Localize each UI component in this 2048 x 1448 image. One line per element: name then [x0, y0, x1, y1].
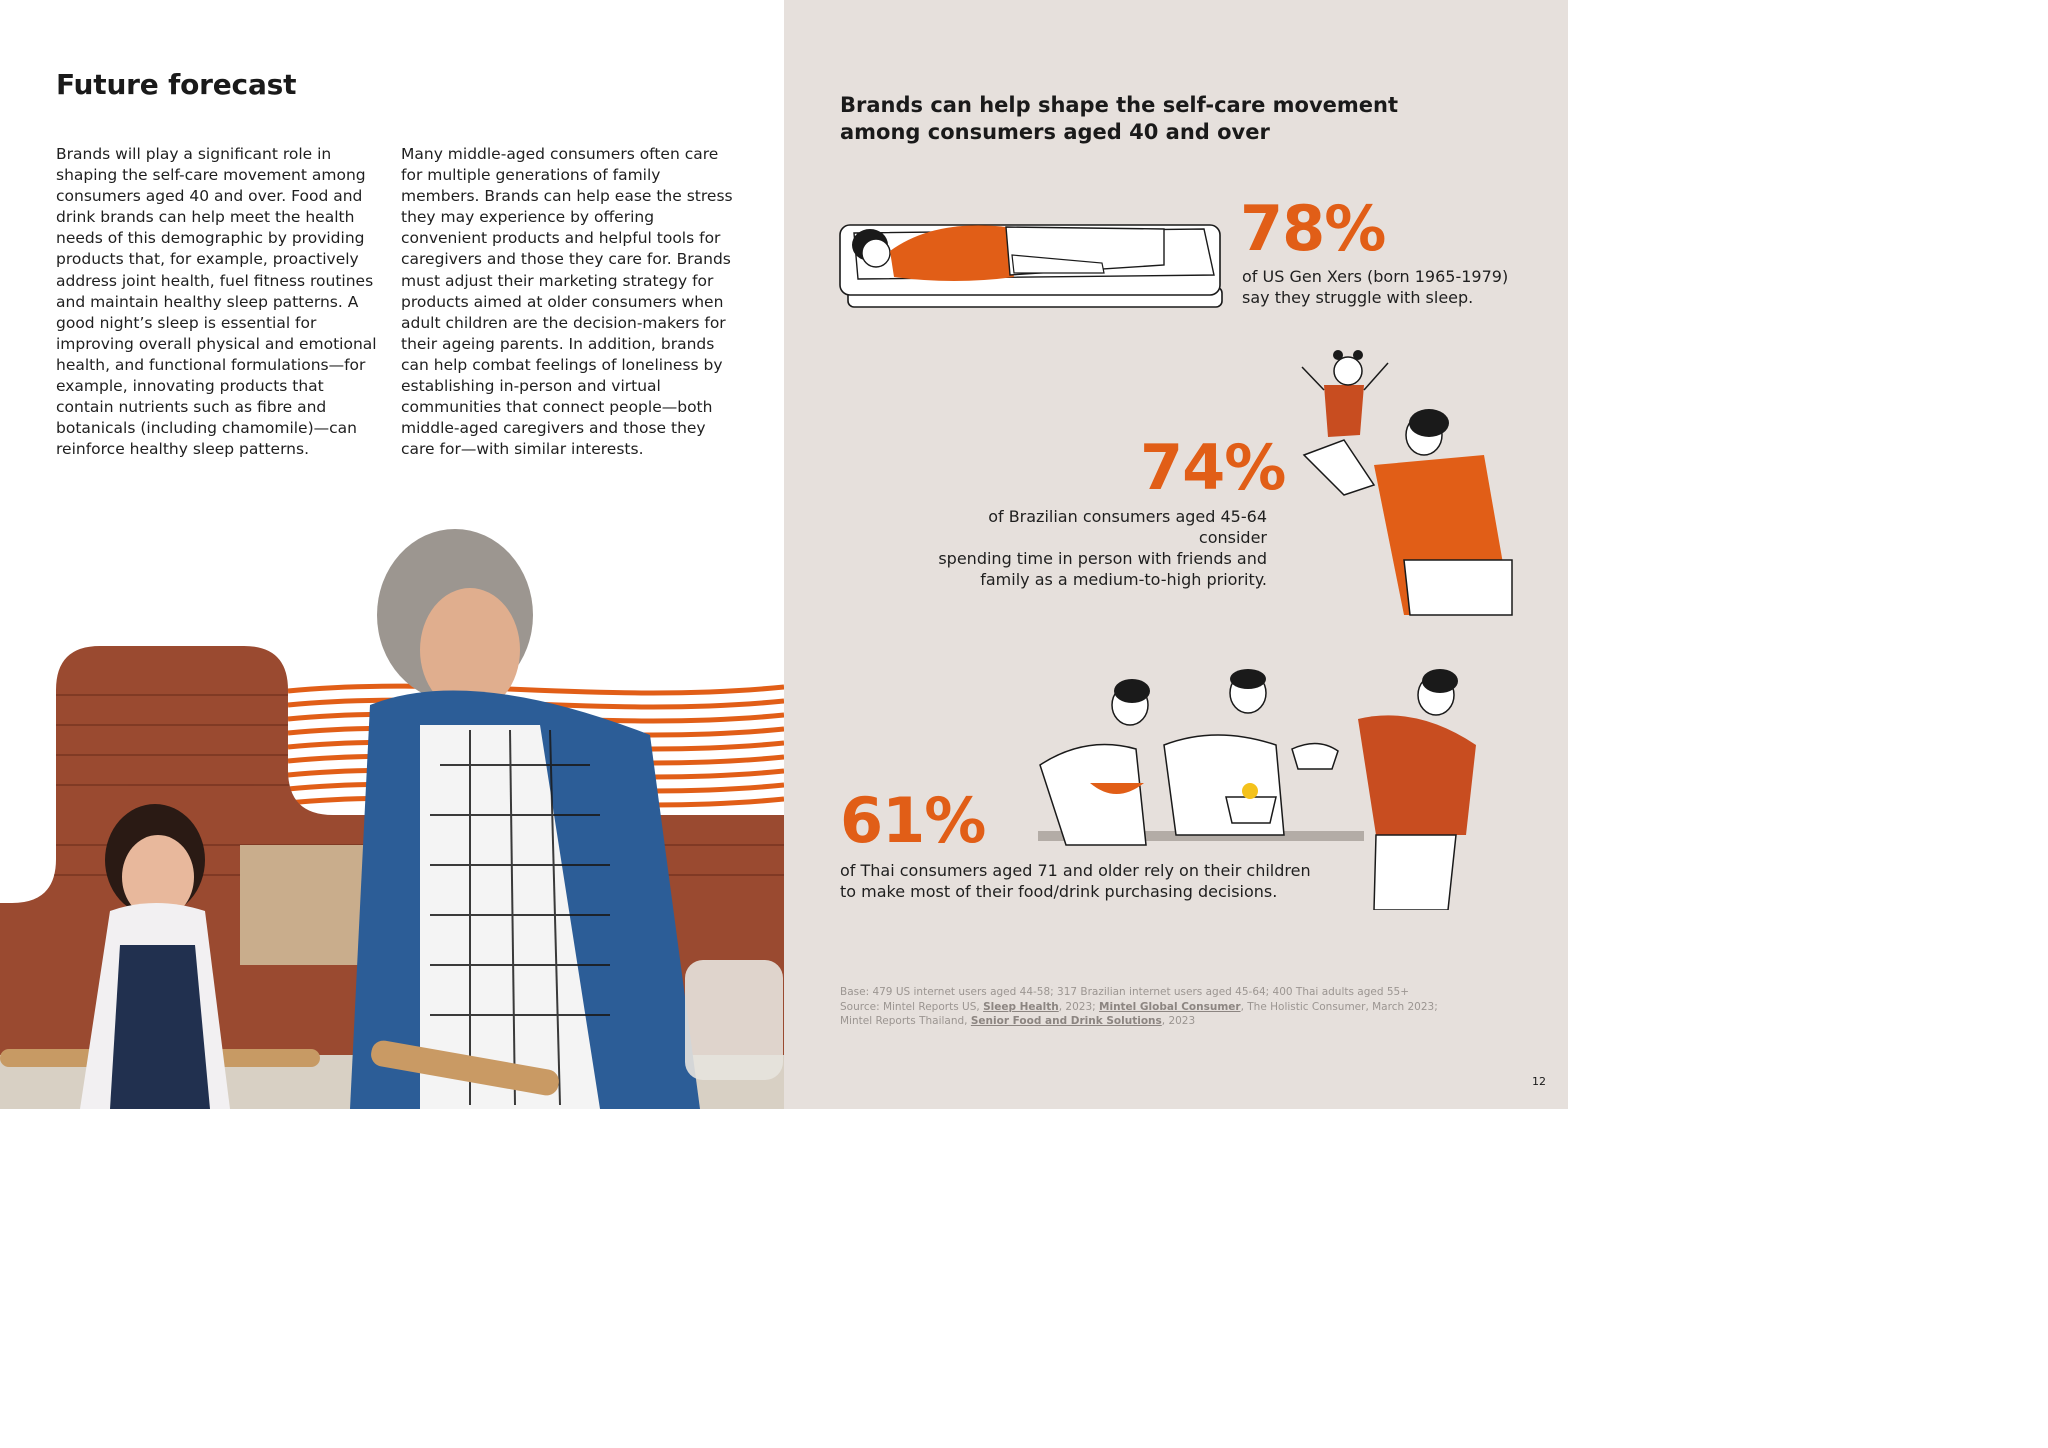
- body-paragraph-2: Many middle-aged consumers often care for multiple generations of family members. Brands can help ease the stress they may experience by offering convenient products and helpful tools for caregivers and those they care for. Brands must adjust their marketing strategy for products aimed at older consumers when adult children are the decision-makers for their ageing parents. In addition, brands can help combat feelings of loneliness by establishing in-person and virtual communities that connect people—both middle-aged caregivers and those they care for—with similar interests.: [401, 145, 733, 459]
- footnote-line3-prefix: Mintel Reports Thailand,: [840, 1015, 968, 1028]
- stat-78-line-1: of US Gen Xers (born 1965-1979): [1242, 267, 1509, 286]
- page-number: 12: [1532, 1075, 1546, 1088]
- link-mintel-global-consumer[interactable]: Mintel Global Consumer: [1099, 1000, 1241, 1013]
- footnote-base: Base: 479 US internet users aged 44-58; 317 Brazilian internet users aged 45-64; 400 Thai adults aged 55+: [840, 986, 1410, 998]
- stat-74-line-2: spending time in person with friends and: [938, 549, 1267, 568]
- left-page: [0, 0, 784, 1109]
- stat-74-caption: [924, 506, 1267, 590]
- footnote-after-link1: , 2023;: [1058, 1000, 1096, 1013]
- headline-line-1: Brands can help shape the self-care movement: [840, 93, 1398, 117]
- source-footnote: [840, 985, 1440, 1029]
- right-page: [784, 0, 1568, 1109]
- footnote-after-link3: , 2023: [1161, 1015, 1196, 1028]
- stat-74-value: 74%: [1140, 431, 1286, 504]
- parent-lifting-child-illustration: [1284, 345, 1524, 620]
- stat-78-value: 78%: [1240, 192, 1386, 265]
- grandmother-figure: [350, 529, 700, 1109]
- page-title: Future forecast: [56, 68, 297, 101]
- stat-74-line-1: of Brazilian consumers aged 45-64 consider: [988, 507, 1267, 547]
- infographic-headline: [840, 92, 1398, 146]
- baking-photo: [0, 515, 784, 1109]
- headline-line-2: among consumers aged 40 and over: [840, 120, 1270, 144]
- flour-jar: [685, 960, 783, 1080]
- body-paragraph-1: Brands will play a significant role in shaping the self-care movement among consumers aged 40 and over. Food and drink brands can help meet the health needs of this demographic by providing products that, for example, proactively address joint health, fuel fitness routines and maintain healthy sleep patterns. A good night’s sleep is essential for improving overall physical and emotional health, and functional formulations—for example, innovating products that contain nutrients such as fibre and botanicals (including chamomile)—can reinforce healthy sleep patterns.: [56, 145, 377, 459]
- stat-78-caption: [1242, 266, 1508, 308]
- sleeping-person-illustration: [834, 215, 1229, 315]
- stat-61-caption: [840, 860, 1311, 902]
- footnote-source-prefix: Source: Mintel Reports US,: [840, 1000, 980, 1013]
- link-senior-food-drink[interactable]: Senior Food and Drink Solutions: [970, 1015, 1162, 1028]
- stat-74-line-3: family as a medium-to-high priority.: [980, 570, 1267, 589]
- stat-61-value: 61%: [840, 784, 986, 857]
- stat-78-line-2: say they struggle with sleep.: [1242, 288, 1474, 307]
- stat-61-line-1: of Thai consumers aged 71 and older rely on their children: [840, 861, 1311, 880]
- footnote-after-link2: , The Holistic Consumer, March 2023;: [1240, 1000, 1438, 1013]
- link-sleep-health[interactable]: Sleep Health: [983, 1000, 1059, 1013]
- stat-61-line-2: to make most of their food/drink purchasing decisions.: [840, 882, 1278, 901]
